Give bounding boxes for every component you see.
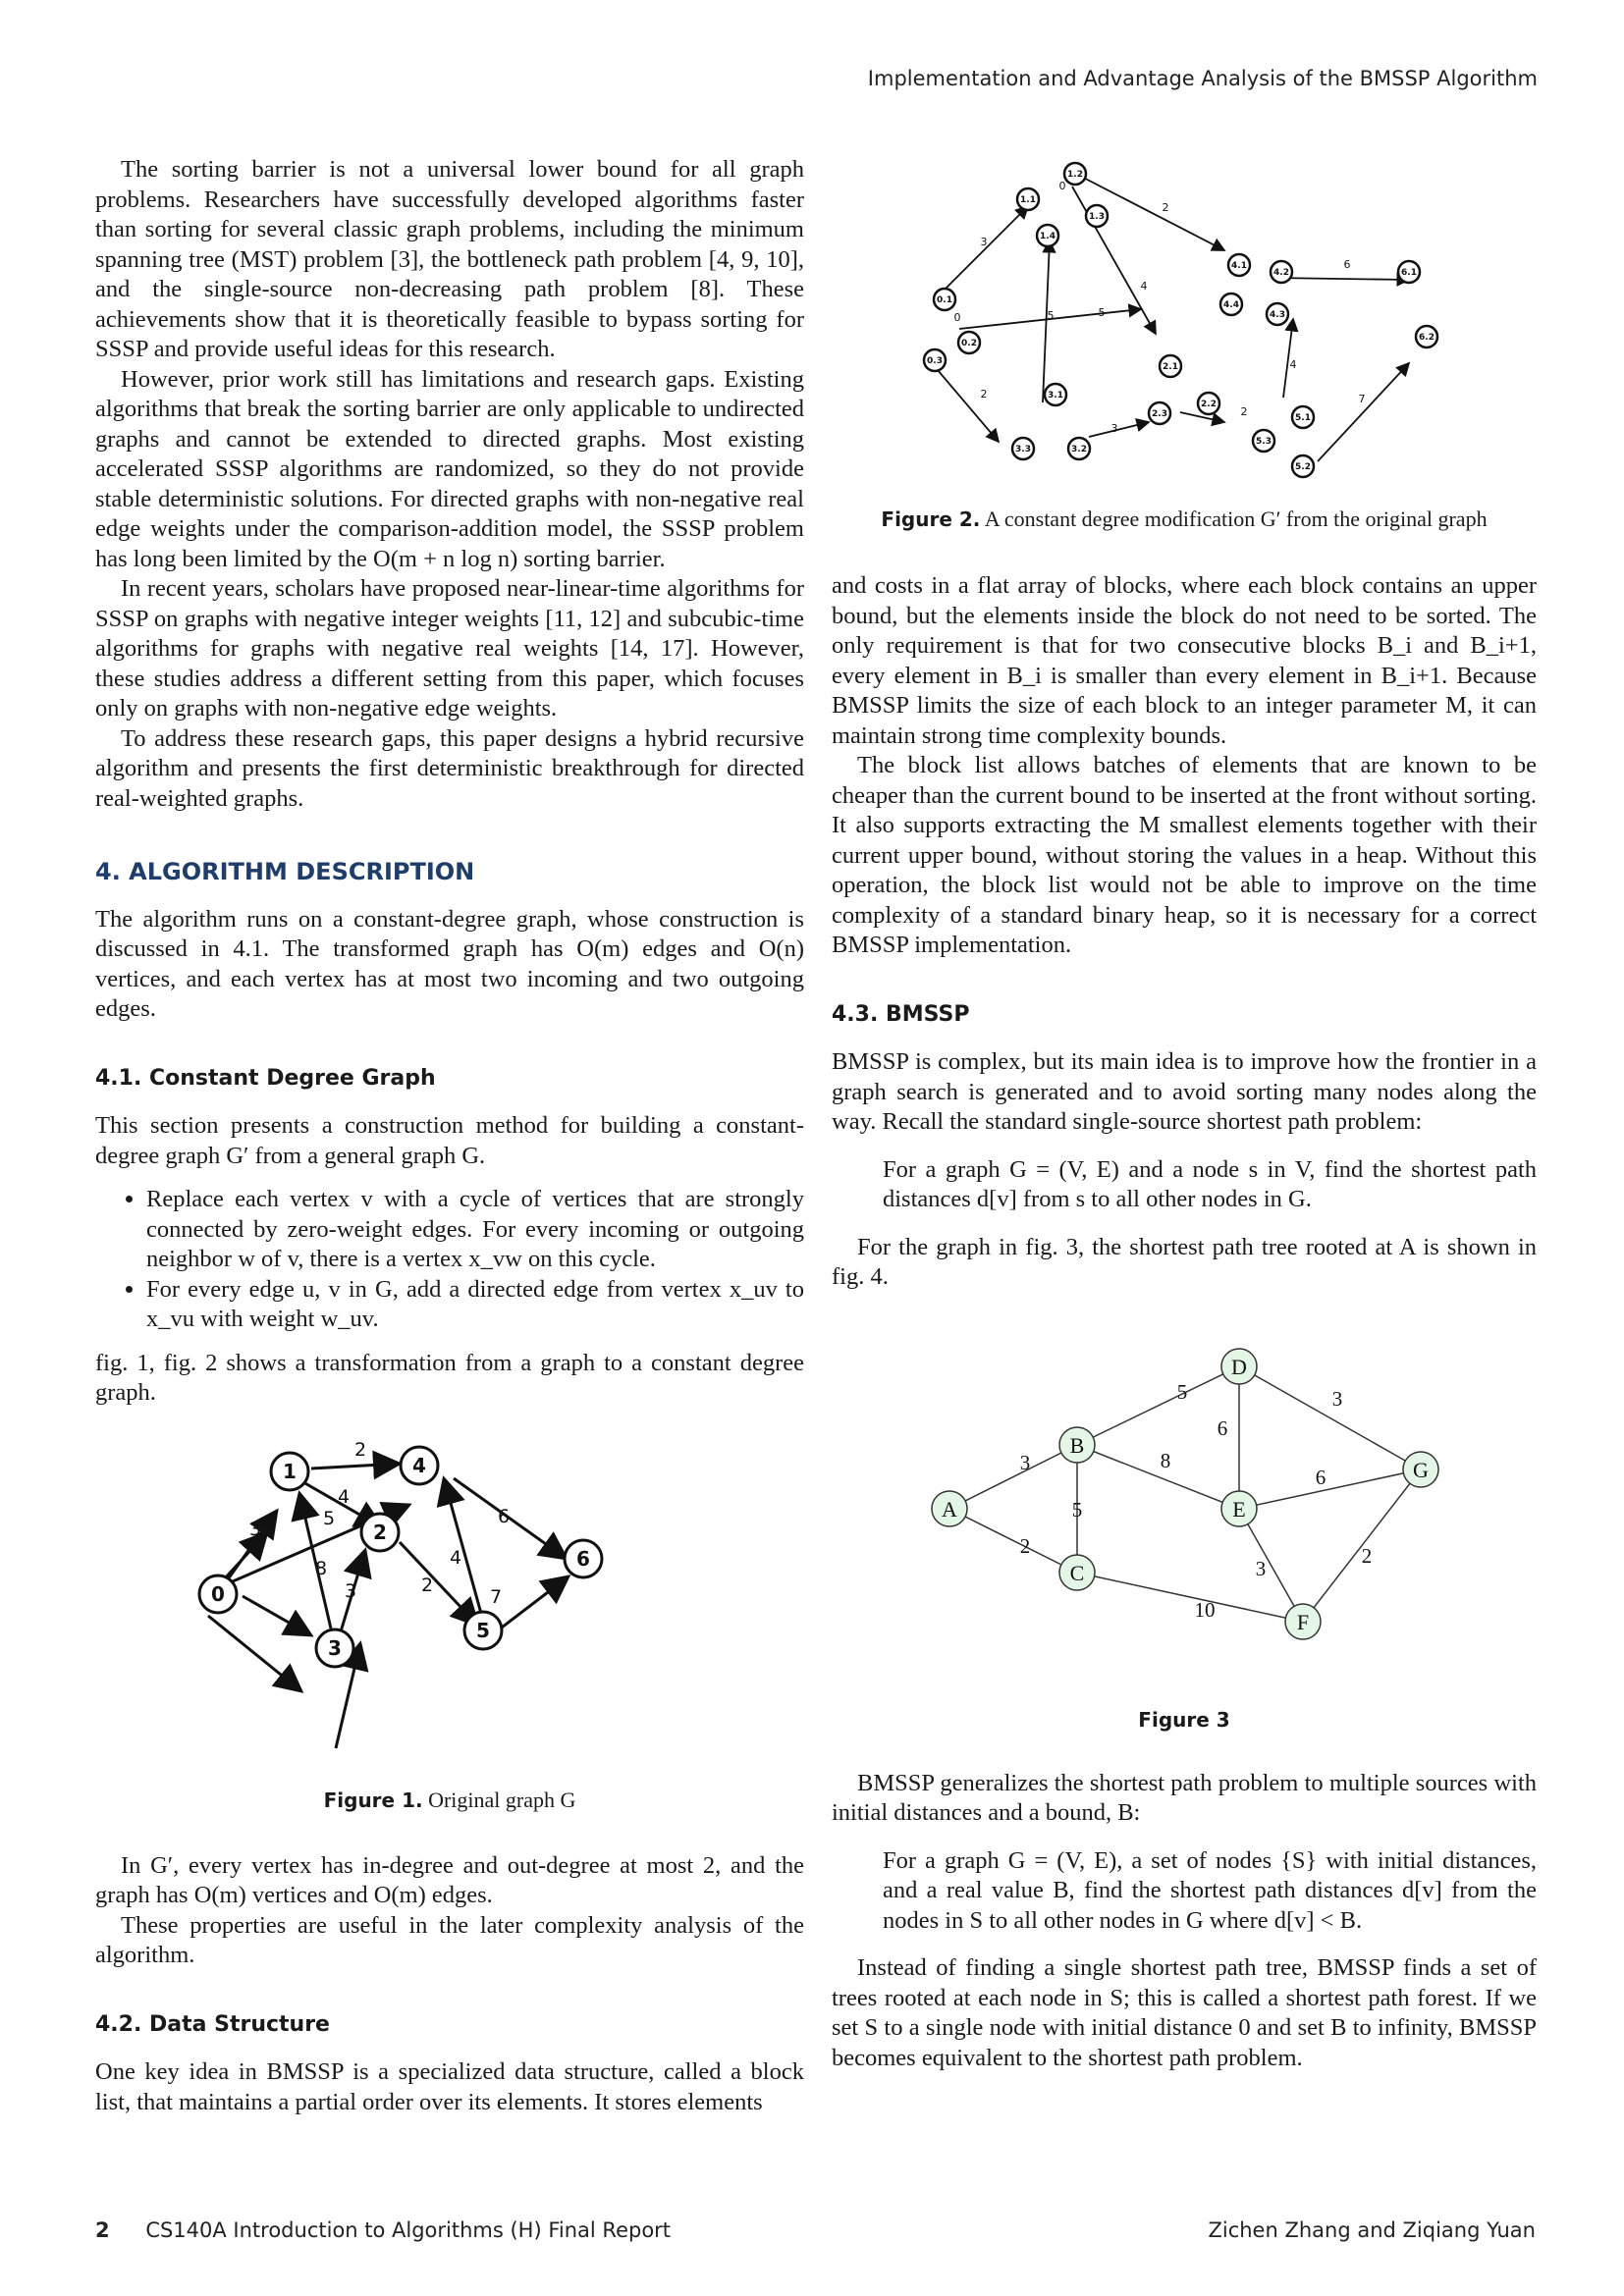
graph-node: 2.2 bbox=[1201, 400, 1217, 409]
section-heading: 4. ALGORITHM DESCRIPTION bbox=[95, 858, 475, 885]
graph-node: G bbox=[1413, 1457, 1429, 1482]
edge-weight: 5 bbox=[1047, 309, 1055, 322]
edge-weight: 3 bbox=[1110, 422, 1118, 435]
edge-weight: 4 bbox=[1289, 358, 1297, 371]
graph-node: E bbox=[1232, 1496, 1246, 1522]
edge-weight: 7 bbox=[1358, 393, 1366, 405]
paragraph: fig. 1, fig. 2 shows a transformation from a graph to a constant degree graph. bbox=[95, 1349, 804, 1406]
graph-node: 0 bbox=[211, 1581, 225, 1606]
edge-weight: 6 bbox=[1217, 1415, 1228, 1440]
edge-weight: 6 bbox=[1315, 1465, 1326, 1489]
edge-weight: 3 bbox=[344, 1579, 357, 1602]
graph-node: 2.1 bbox=[1163, 362, 1178, 372]
graph-node: B bbox=[1069, 1432, 1085, 1458]
graph-node: 1.4 bbox=[1040, 232, 1056, 241]
right-column bbox=[832, 152, 1537, 2073]
paragraph: However, prior work still has limitations and research gaps. Existing algorithms that break the sorting barrier are only applicable to undirected graphs and cannot be extended to directed graphs. Most existing accelerated SSSP algorithms are randomized, so they do not provide stable deterministic solutions. For directed graphs with non-negative real edge weights under the comparison-addition model, the SSSP problem has long been limited by the O(m + n log n) sorting barrier. bbox=[95, 365, 804, 572]
edge-weight: 2 bbox=[1019, 1533, 1031, 1558]
graph-node: 1.3 bbox=[1089, 212, 1105, 222]
caption-text: Original graph G bbox=[428, 1788, 576, 1812]
graph-node: 1.1 bbox=[1020, 195, 1036, 205]
graph-node: 4.3 bbox=[1270, 310, 1285, 320]
paragraph: In recent years, scholars have proposed near-linear-time algorithms for SSSP on graphs with negative integer weights [11, 12] and subcubic-time algorithms for graphs with negative real weights [14, 17]. However, these studies address a different setting from this paper, which focuses only on graphs with non-negative edge weights. bbox=[95, 575, 804, 721]
paragraph: This section presents a construction method for building a constant-degree graph G′ from a general graph G. bbox=[95, 1112, 804, 1169]
paragraph: For the graph in fig. 3, the shortest path tree rooted at A is shown in fig. 4. bbox=[832, 1233, 1537, 1290]
graph-node: 1 bbox=[283, 1459, 297, 1483]
figure-3-caption bbox=[832, 1705, 1537, 1735]
caption-label: Figure 2. bbox=[881, 507, 981, 531]
caption-label: Figure 3 bbox=[1138, 1708, 1230, 1732]
caption-label: Figure 1. bbox=[323, 1789, 423, 1812]
figure-1-graph bbox=[95, 1434, 804, 1768]
edge-weight: 3 bbox=[980, 236, 988, 248]
figure-2-caption bbox=[832, 505, 1537, 535]
subsection-heading: 4.2. Data Structure bbox=[95, 2011, 330, 2037]
edge-weight: 3 bbox=[1019, 1450, 1031, 1474]
graph-node: 0.1 bbox=[937, 295, 952, 305]
footer-left bbox=[95, 2218, 671, 2242]
paragraph: In G′, every vertex has in-degree and out-degree at most 2, and the graph has O(m) vertices and O(m) edges. bbox=[95, 1851, 804, 1908]
edge-weight: 4 bbox=[449, 1546, 462, 1569]
edge-weight: 6 bbox=[1343, 258, 1351, 271]
bullet-item: • Replace each vertex v with a cycle of vertices that are strongly connected by zero-weight edges. For every incoming or outgoing neighbor w of v, there is a vertex x_vw on this cycle. bbox=[146, 1185, 804, 1275]
graph-node: 6.1 bbox=[1401, 268, 1417, 278]
paragraph: BMSSP generalizes the shortest path problem to multiple sources with initial distances and a bound, B: bbox=[832, 1769, 1537, 1826]
graph-node: F bbox=[1296, 1609, 1310, 1634]
paragraph: The sorting barrier is not a universal lower bound for all graph problems. Researchers have successfully developed algorithms faster than sorting for several classic graph problems, including the minimum spanning tree (MST) problem [3], the bottleneck path problem [4, 9, 10], and the single-source non-decreasing path problem [8]. These achievements show that it is theoretically feasible to bypass sorting for SSSP and provide useful ideas for this research. bbox=[95, 156, 804, 362]
edge-weight: 4 bbox=[1140, 280, 1148, 293]
figure-2-graph bbox=[832, 152, 1537, 486]
edge-weight: 2 bbox=[353, 1438, 367, 1461]
edge-weight: 8 bbox=[314, 1557, 328, 1579]
edge-weight: 5 bbox=[322, 1507, 336, 1529]
graph-node: 0.3 bbox=[927, 356, 943, 366]
edge-weight: 10 bbox=[1194, 1597, 1216, 1622]
paragraph: Instead of finding a single shortest path tree, BMSSP finds a set of trees rooted at each node in S; this is called a shortest path forest. If we set S to a single node with initial distance 0 and set B to infinity, BMSSP becomes equivalent to the shortest path problem. bbox=[832, 1954, 1537, 2071]
caption-text: A constant degree modification G′ from the original graph bbox=[984, 506, 1488, 531]
graph-node: 4.4 bbox=[1223, 300, 1239, 310]
figure-3 bbox=[832, 1312, 1537, 1735]
edge-weight: 0 bbox=[1058, 180, 1066, 192]
figure-2 bbox=[832, 152, 1537, 534]
edge-weight: 4 bbox=[337, 1485, 351, 1508]
graph-node: 0.2 bbox=[961, 339, 977, 348]
graph-node: 6.2 bbox=[1419, 333, 1435, 343]
graph-node: C bbox=[1069, 1560, 1085, 1585]
bullet-list bbox=[95, 1185, 804, 1335]
graph-node: 2.3 bbox=[1152, 409, 1167, 419]
figure-2-nodes bbox=[924, 163, 1437, 477]
graph-node: 3 bbox=[328, 1635, 342, 1660]
figure-1-nodes bbox=[199, 1447, 602, 1667]
edge-weight: 8 bbox=[1160, 1448, 1171, 1472]
footer-authors: Zichen Zhang and Ziqiang Yuan bbox=[1208, 2218, 1536, 2242]
edge-weight: 5 bbox=[1071, 1497, 1083, 1522]
graph-node: 5 bbox=[476, 1618, 490, 1642]
edge-weight: 2 bbox=[420, 1574, 434, 1596]
paragraph: One key idea in BMSSP is a specialized data structure, called a block list, that maintains a partial order over its elements. It stores elements bbox=[95, 2058, 804, 2115]
edge-weight: 2 bbox=[1162, 201, 1169, 214]
graph-node: 5.2 bbox=[1295, 462, 1311, 472]
subsection-heading: 4.3. BMSSP bbox=[832, 1001, 970, 1027]
edge-weight: 2 bbox=[980, 388, 988, 400]
graph-node: 3.1 bbox=[1048, 391, 1063, 400]
edge-weight: 5 bbox=[1176, 1379, 1188, 1404]
graph-node: 3.2 bbox=[1071, 445, 1087, 454]
left-column bbox=[95, 155, 804, 2117]
paragraph: BMSSP is complex, but its main idea is to improve how the frontier in a graph search is generated and to avoid sorting many nodes along the way. Recall the standard single-source shortest path problem: bbox=[832, 1048, 1537, 1135]
paragraph: The block list allows batches of elements that are known to be cheaper than the current bound to be inserted at the front without sorting. It also supports extracting the M smallest elements together with their current upper bound, without storing the values in a heap. Without this operation, the block list would not be able to improve on the time complexity of a standard binary heap, so it is necessary for a correct BMSSP implementation. bbox=[832, 752, 1537, 958]
graph-node: 1.2 bbox=[1067, 170, 1083, 180]
block-quote: For a graph G = (V, E), a set of nodes {S} with initial distances, and a real value B, find the shortest path distances d[v] from the nodes in S to all other nodes in G where d[v] < B. bbox=[883, 1846, 1537, 1934]
figure-3-graph bbox=[832, 1312, 1537, 1695]
graph-node: D bbox=[1231, 1354, 1247, 1379]
running-header: Implementation and Advantage Analysis of the BMSSP Algorithm bbox=[867, 67, 1538, 90]
edge-weight: 7 bbox=[489, 1585, 503, 1608]
edge-weight: 3 bbox=[248, 1518, 262, 1540]
figure-1-caption bbox=[95, 1786, 804, 1816]
edge-weight: 5 bbox=[1098, 306, 1106, 319]
edge-weight: 2 bbox=[290, 1613, 303, 1635]
graph-node: 3.3 bbox=[1015, 445, 1031, 454]
edge-weight: 2 bbox=[1361, 1543, 1373, 1568]
edge-weight: 3 bbox=[1331, 1386, 1343, 1411]
graph-node: 4 bbox=[412, 1453, 426, 1477]
paragraph: The algorithm runs on a constant-degree graph, whose construction is discussed in 4.1. The transformed graph has O(m) edges and O(n) vertices, and each vertex has at most two incoming and two outgoing edges. bbox=[95, 905, 804, 1022]
paragraph: and costs in a flat array of blocks, where each block contains an upper bound, but the elements inside the block do not need to be sorted. The only requirement is that for two consecutive blocks B_i and B_i+1, every element in B_i is smaller than every element in B_i+1. Because BMSSP limits the size of each block to an integer parameter M, it can maintain strong time complexity bounds. bbox=[832, 572, 1537, 749]
block-quote: For a graph G = (V, E) and a node s in V, find the shortest path distances d[v] from s to all other nodes in G. bbox=[883, 1155, 1537, 1212]
page-number: 2 bbox=[95, 2218, 110, 2242]
edge-weight: 3 bbox=[1255, 1556, 1267, 1580]
graph-node: 4.2 bbox=[1273, 268, 1289, 278]
graph-node: 6 bbox=[576, 1546, 590, 1571]
graph-node: 2 bbox=[373, 1520, 387, 1544]
paragraph: These properties are useful in the later complexity analysis of the algorithm. bbox=[95, 1911, 804, 1968]
graph-node: 5.3 bbox=[1256, 437, 1272, 447]
subsection-heading: 4.1. Constant Degree Graph bbox=[95, 1065, 436, 1091]
footer-course: CS140A Introduction to Algorithms (H) Final Report bbox=[145, 2218, 672, 2242]
bullet-item: • For every edge u, v in G, add a directed edge from vertex x_uv to x_vu with weight w_uv. bbox=[146, 1275, 804, 1335]
graph-node: 4.1 bbox=[1231, 261, 1247, 271]
edge-weight: 6 bbox=[497, 1505, 511, 1527]
graph-node: A bbox=[942, 1496, 957, 1522]
edge-weight: 0 bbox=[953, 311, 961, 324]
figure-1 bbox=[95, 1434, 804, 1816]
paragraph: To address these research gaps, this paper designs a hybrid recursive algorithm and presents the first deterministic breakthrough for directed real-weighted graphs. bbox=[95, 724, 804, 812]
graph-node: 5.1 bbox=[1295, 413, 1311, 423]
edge-weight: 2 bbox=[1240, 405, 1248, 418]
